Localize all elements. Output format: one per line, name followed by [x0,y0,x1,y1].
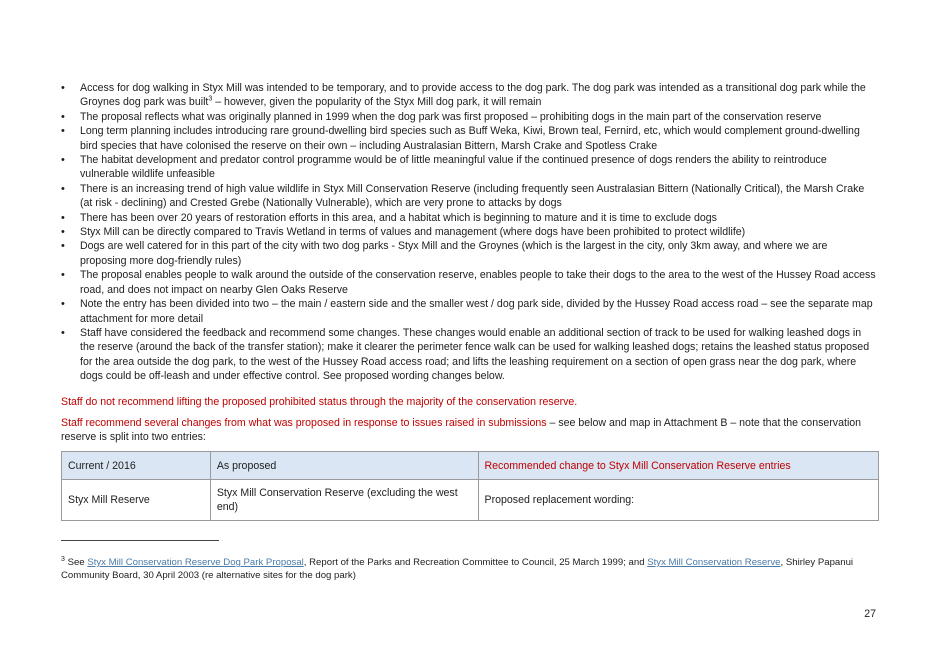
list-item: • Staff have considered the feedback and recommend some changes. These changes would enable an additional section of track to be used for walking leashed dogs in the reserve (around the back of the transfer station); make it clearer the perimeter fence walk can be used for walking leashed dogs; retains the leashed status proposed for the area outside the dog park, to the west of the Hussey Road access road; and lifts the leashing requirement on a section of open grass near the dog park, where dogs could be off-leash and under effective control. See proposed wording changes below. [61,326,876,384]
list-item: • Styx Mill can be directly compared to Travis Wetland in terms of values and management (where dogs have been prohibited to protect wildlife) [61,225,876,239]
header-recommended-change: Recommended change to Styx Mill Conservation Reserve entries [478,452,879,480]
bullet-list [61,81,876,384]
header-as-proposed: As proposed [210,452,478,480]
list-item: • Access for dog walking in Styx Mill was intended to be temporary, and to provide access to the dog park. The dog park was intended as a transitional dog park while the Groynes dog park was built$^3$ – however, given the popularity of the Styx Mill dog park, it will remain [61,81,876,110]
list-item: • There has been over 20 years of restoration efforts in this area, and a habitat which is beginning to mature and it is time to exclude dogs [61,211,876,225]
list-item: • Dogs are well catered for in this part of the city with two dog parks - Styx Mill and the Groynes (which is the largest in the city, only 3km away, and where we are proposing more dog-friendly rules) [61,239,876,268]
staff-recommend-note: Staff recommend several changes from what was proposed in response to issues raised in submissions – see below and map in Attachment B – note that the conservation reserve is split into two entries: [61,417,862,444]
list-item: • Note the entry has been divided into two – the main / eastern side and the smaller west / dog park side, divided by the Hussey Road access road – see the separate map attachment for more detail [61,297,876,326]
page-number: 27 [864,608,876,620]
footnote-link-conservation-reserve[interactable]: Styx Mill Conservation Reserve [647,557,781,568]
cell-current: Styx Mill Reserve [62,480,211,521]
list-item: • There is an increasing trend of high value wildlife in Styx Mill Conservation Reserve (including frequently seen Australasian Bittern (Nationally Critical), the Marsh Crake (at risk - declining) and Crested Grebe (Nationally Vulnerable), which are very prone to attacks by dogs [61,182,876,211]
table-header-row [62,452,879,480]
cell-recommended: Proposed replacement wording: [478,480,879,521]
footnote: $^3$ See Styx Mill Conservation Reserve Dog Park Proposal, Report of the Parks and Recreation Committee to Council, 25 March 1999; and Styx Mill Conservation Reserve, Shirley Papanui Community Board, 30 April 2003 (re alternative sites for the dog park) [61,555,854,582]
cell-as-proposed: Styx Mill Conservation Reserve (excluding the west end) [210,480,478,521]
footnote-divider [61,540,219,541]
table-row [62,480,879,521]
staff-not-recommend-note: Staff do not recommend lifting the proposed prohibited status through the majority of the conservation reserve. [61,396,578,408]
list-item: • The proposal reflects what was originally planned in 1999 when the dog park was first proposed – prohibiting dogs in the main part of the conservation reserve [61,110,876,124]
list-item: • Long term planning includes introducing rare ground-dwelling bird species such as Buff Weka, Kiwi, Brown teal, Fernird, etc, which would complement ground-dwelling bird species that have colonised the reserve on their own – including Australasian Bittern, Marsh Crake and Spotless Crake [61,124,876,153]
header-current: Current / 2016 [62,452,211,480]
list-item: • The proposal enables people to walk around the outside of the conservation reserve, enables people to take their dogs to the area to the west of the Hussey Road access road, and does not impact on nearby Glen Oaks Reserve [61,268,876,297]
reserve-entries-table [61,451,879,521]
list-item: • The habitat development and predator control programme would be of little meaningful value if the continued presence of dogs renders the ability to reintroduce vulnerable wildlife unfeasible [61,153,876,182]
footnote-link-dog-park-proposal[interactable]: Styx Mill Conservation Reserve Dog Park Proposal [87,557,304,568]
footnote-ref[interactable]: 3 [208,95,213,103]
